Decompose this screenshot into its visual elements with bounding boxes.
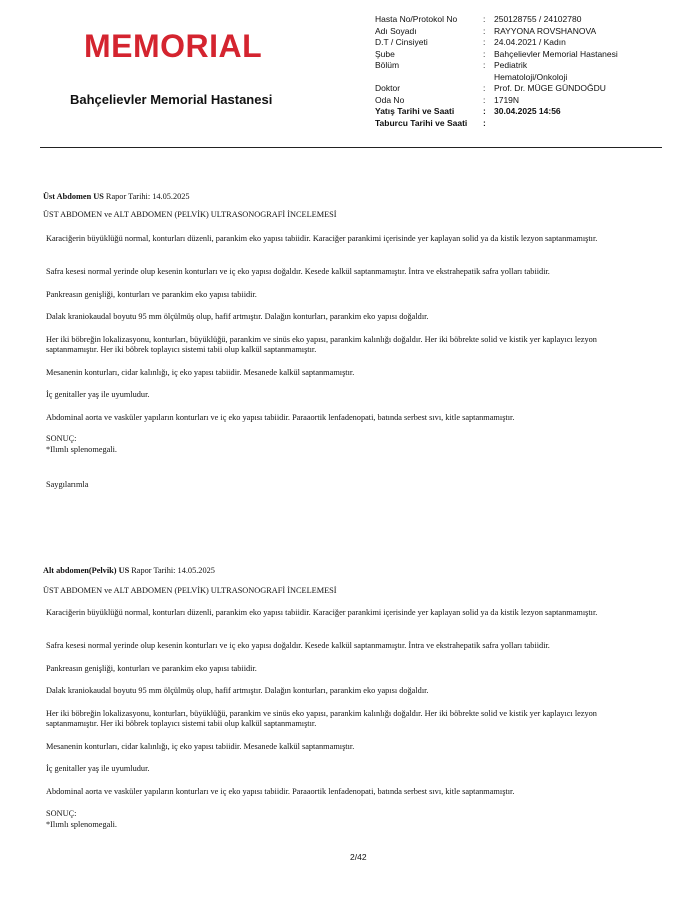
- header-divider: [40, 147, 662, 148]
- report-title: [43, 566, 215, 576]
- report-subtitle: ÜST ABDOMEN ve ALT ABDOMEN (PELVİK) ULTRASONOGRAFİ İNCELEMESİ: [43, 586, 337, 595]
- report-paragraph: Mesanenin konturları, cidar kalınlığı, iç eko yapısı tabiidir. Mesanede kalkül saptanmamıştır.: [46, 368, 355, 377]
- info-label: Bölüm: [375, 60, 400, 70]
- report-paragraph: İç genitaller yaş ile uyumludur.: [46, 390, 150, 399]
- info-value: Pediatrik Hematoloji/Onkoloji: [494, 60, 568, 82]
- conclusion-text: *Ilımlı splenomegali.: [46, 820, 117, 829]
- report-paragraph: Pankreasın genişliği, konturları ve parankim eko yapısı tabiidir.: [46, 664, 257, 673]
- greeting: Saygılarımla: [46, 480, 89, 489]
- report-subtitle: ÜST ABDOMEN ve ALT ABDOMEN (PELVİK) ULTRASONOGRAFİ İNCELEMESİ: [43, 210, 337, 219]
- report-paragraph: Dalak kraniokaudal boyutu 95 mm ölçülmüş olup, hafif artmıştır. Dalağın konturları, parankim eko yapısı doğaldır.: [46, 312, 429, 321]
- info-row-department: Bölüm : Pediatrik Hematoloji/Onkoloji: [375, 60, 644, 83]
- report-paragraph: Karaciğerin büyüklüğü normal, konturları düzenli, parankim eko yapısı tabiidir. Karaciğer parankimi içerisinde yer kaplayan solid ya da kistik lezyon saptanmamıştır.: [46, 608, 598, 617]
- info-label: Doktor: [375, 83, 401, 93]
- info-value: [494, 118, 644, 130]
- report-paragraph: Safra kesesi normal yerinde olup kesenin konturları ve iç eko yapısı doğaldır. Kesede kalkül saptanmamıştır. İntra ve ekstrahepatik safra yolları tabiidir.: [46, 267, 550, 276]
- info-row-branch: Şube : Bahçelievler Memorial Hastanesi: [375, 49, 644, 61]
- report-paragraph: Karaciğerin büyüklüğü normal, konturları düzenli, parankim eko yapısı tabiidir. Karaciğer parankimi içerisinde yer kaplayan solid ya da kistik lezyon saptanmamıştır.: [46, 234, 598, 243]
- info-value: 1719N: [494, 94, 520, 105]
- patient-info-block: [375, 14, 644, 129]
- report-paragraph: Dalak kraniokaudal boyutu 95 mm ölçülmüş olup, hafif artmıştır. Dalağın konturları, parankim eko yapısı doğaldır.: [46, 686, 429, 695]
- info-row-protocol: Hasta No/Protokol No : 250128755 / 24102780: [375, 14, 644, 26]
- info-value: 24.04.2021 / Kadın: [494, 37, 566, 47]
- report-paragraph: Safra kesesi normal yerinde olup kesenin konturları ve iç eko yapısı doğaldır. Kesede kalkül saptanmamıştır. İntra ve ekstrahepatik safra yolları tabiidir.: [46, 641, 550, 650]
- report-title-bold: Alt abdomen(Pelvik) US: [43, 566, 130, 575]
- hospital-name: Bahçelievler Memorial Hastanesi: [70, 92, 273, 107]
- report-title: [43, 192, 190, 202]
- report-paragraph: Mesanenin konturları, cidar kalınlığı, iç eko yapısı tabiidir. Mesanede kalkül saptanmamıştır.: [46, 742, 355, 751]
- info-value: 250128755 / 24102780: [494, 14, 582, 24]
- info-label: Oda No: [375, 94, 405, 105]
- info-label: Yatış Tarihi ve Saati: [375, 106, 455, 116]
- conclusion-label: SONUÇ:: [46, 809, 77, 818]
- conclusion-label: SONUÇ:: [46, 434, 77, 443]
- info-label: Adı Soyadı: [375, 25, 417, 36]
- info-value: 30.04.2025 14:56: [494, 106, 561, 116]
- report-title-bold: Üst Abdomen US: [43, 192, 104, 201]
- report-paragraph: Her iki böbreğin lokalizasyonu, konturları, büyüklüğü, parankim ve sinüs eko yapısı, parankim kalınlığı doğaldır. Her iki böbrekte solid ve kistik yer kaplayıcı lezyon saptanmamıştır. Her iki böbrek toplayıcı sistemi tabii olup kalkül saptanmamıştır.: [46, 335, 597, 354]
- report-paragraph: Pankreasın genişliği, konturları ve parankim eko yapısı tabiidir.: [46, 290, 257, 299]
- report-paragraph: Abdominal aorta ve vasküler yapıların konturları ve iç eko yapısı tabiidir. Paraaortik lenfadenopati, batında serbest sıvı, kitle saptanmamıştır.: [46, 787, 515, 796]
- conclusion-text: *Ilımlı splenomegali.: [46, 445, 117, 454]
- info-label: Hasta No/Protokol No: [375, 14, 458, 24]
- info-label: D.T / Cinsiyeti: [375, 37, 428, 47]
- report-paragraph: İç genitaller yaş ile uyumludur.: [46, 764, 150, 773]
- info-row-admission: Yatış Tarihi ve Saati : 30.04.2025 14:56: [375, 106, 644, 118]
- info-label: Şube: [375, 48, 395, 59]
- page-number: 2/42: [350, 852, 367, 862]
- report-paragraph: Abdominal aorta ve vasküler yapıların konturları ve iç eko yapısı tabiidir. Paraaortik lenfadenopati, batında serbest sıvı, kitle saptanmamıştır.: [46, 413, 515, 422]
- report-paragraph: Her iki böbreğin lokalizasyonu, konturları, büyüklüğü, parankim ve sinüs eko yapısı, parankim kalınlığı doğaldır. Her iki böbrekte solid ve kistik yer kaplayıcı lezyon saptanmamıştır. Her iki böbrek toplayıcı sistemi tabii olup kalkül saptanmamıştır.: [46, 709, 597, 728]
- memorial-logo: MEMORIAL: [84, 28, 263, 64]
- info-row-birthdate-gender: D.T / Cinsiyeti : 24.04.2021 / Kadın: [375, 37, 644, 49]
- info-value: Bahçelievler Memorial Hastanesi: [494, 48, 618, 59]
- info-value: RAYYONA ROVSHANOVA: [494, 25, 597, 36]
- info-row-room: Oda No : 1719N: [375, 95, 644, 107]
- info-row-doctor: Doktor : Prof. Dr. MÜGE GÜNDOĞDU: [375, 83, 644, 95]
- info-value: Prof. Dr. MÜGE GÜNDOĞDU: [494, 83, 606, 93]
- info-label: Taburcu Tarihi ve Saati: [375, 117, 468, 128]
- info-row-discharge: Taburcu Tarihi ve Saati :: [375, 118, 644, 130]
- report-date: Rapor Tarihi: 14.05.2025: [129, 566, 215, 575]
- report-date: Rapor Tarihi: 14.05.2025: [103, 192, 190, 201]
- info-row-name: Adı Soyadı : RAYYONA ROVSHANOVA: [375, 26, 644, 38]
